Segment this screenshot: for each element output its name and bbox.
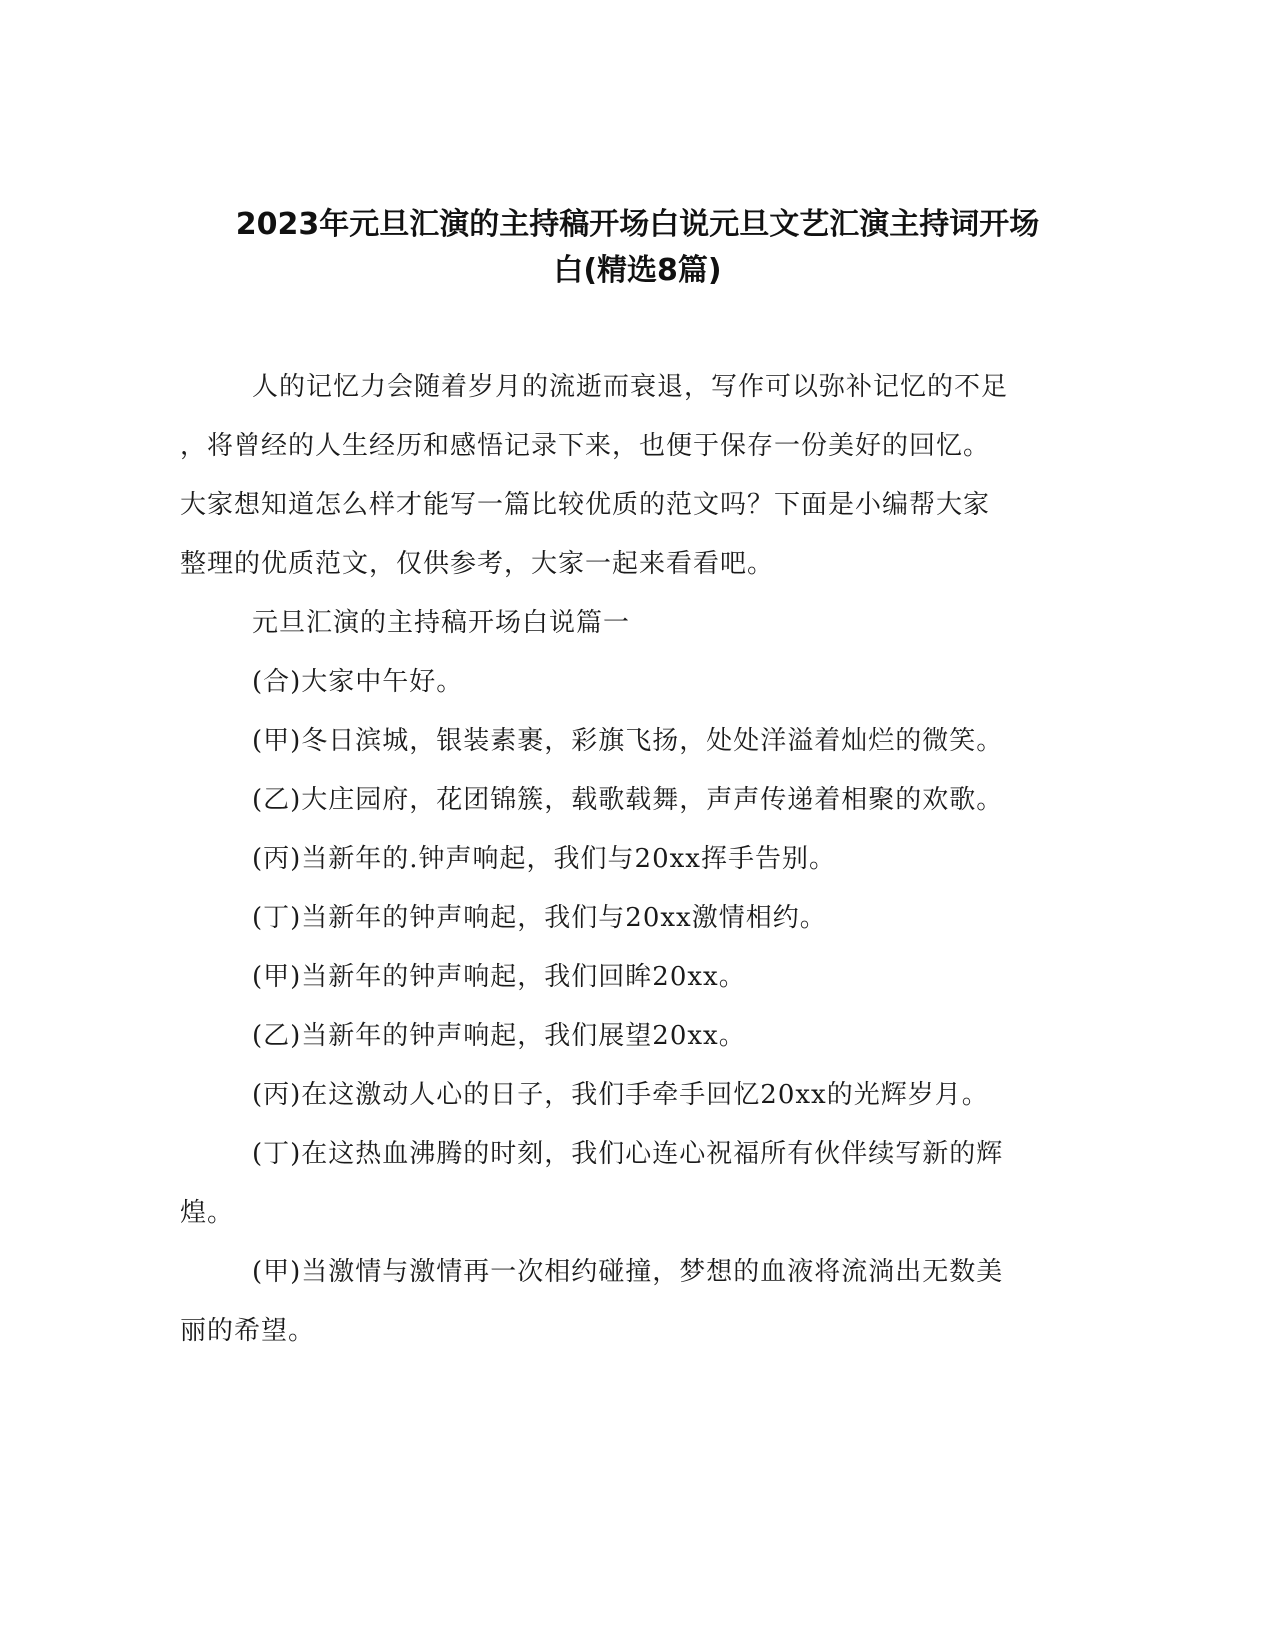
text-line: 丽的希望。 — [180, 1316, 316, 1346]
script-line — [180, 771, 1040, 830]
script-line — [180, 1066, 1040, 1125]
document-title — [180, 202, 1095, 294]
script-line — [180, 889, 1040, 948]
script-line — [180, 712, 1040, 771]
text-line: (甲)当新年的钟声响起，我们回眸20xx。 — [252, 962, 746, 992]
text-line: 人的记忆力会随着岁月的流逝而衰退，写作可以弥补记忆的不足 — [252, 372, 1009, 402]
text-line: ，将曾经的人生经历和感悟记录下来，也便于保存一份美好的回忆。 — [180, 431, 991, 461]
script-line — [180, 1007, 1040, 1066]
text-line: 整理的优质范文，仅供参考，大家一起来看看吧。 — [180, 549, 775, 579]
text-line: (甲)冬日滨城，银装素裹，彩旗飞扬，处处洋溢着灿烂的微笑。 — [252, 726, 1004, 756]
paragraph-intro — [180, 358, 1040, 594]
text-line: (乙)当新年的钟声响起，我们展望20xx。 — [252, 1021, 746, 1051]
section-heading — [180, 594, 1040, 653]
text-line: (丙)在这激动人心的日子，我们手牵手回忆20xx的光辉岁月。 — [252, 1080, 989, 1110]
text-line: (甲)当激情与激情再一次相约碰撞，梦想的血液将流淌出无数美 — [252, 1257, 1004, 1287]
script-line — [180, 948, 1040, 1007]
text-line: 大家想知道怎么样才能写一篇比较优质的范文吗？下面是小编帮大家 — [180, 490, 991, 520]
script-line — [180, 1243, 1040, 1361]
text-line: (丙)当新年的.钟声响起，我们与20xx挥手告别。 — [252, 844, 836, 874]
title-line-1: 2023年元旦汇演的主持稿开场白说元旦文艺汇演主持词开场 — [235, 207, 1040, 243]
text-line: (丁)当新年的钟声响起，我们与20xx激情相约。 — [252, 903, 827, 933]
text-line: 元旦汇演的主持稿开场白说篇一 — [252, 608, 631, 638]
script-line — [180, 830, 1040, 889]
text-line: (乙)大庄园府，花团锦簇，载歌载舞，声声传递着相聚的欢歌。 — [252, 785, 1004, 815]
script-line — [180, 653, 1040, 712]
text-line: 煌。 — [180, 1198, 235, 1228]
title-line-2: 白(精选8篇) — [553, 253, 722, 289]
document-body — [180, 358, 1040, 1361]
script-line — [180, 1125, 1040, 1243]
text-line: (合)大家中午好。 — [252, 667, 464, 697]
text-line: (丁)在这热血沸腾的时刻，我们心连心祝福所有伙伴续写新的辉 — [252, 1139, 1004, 1169]
